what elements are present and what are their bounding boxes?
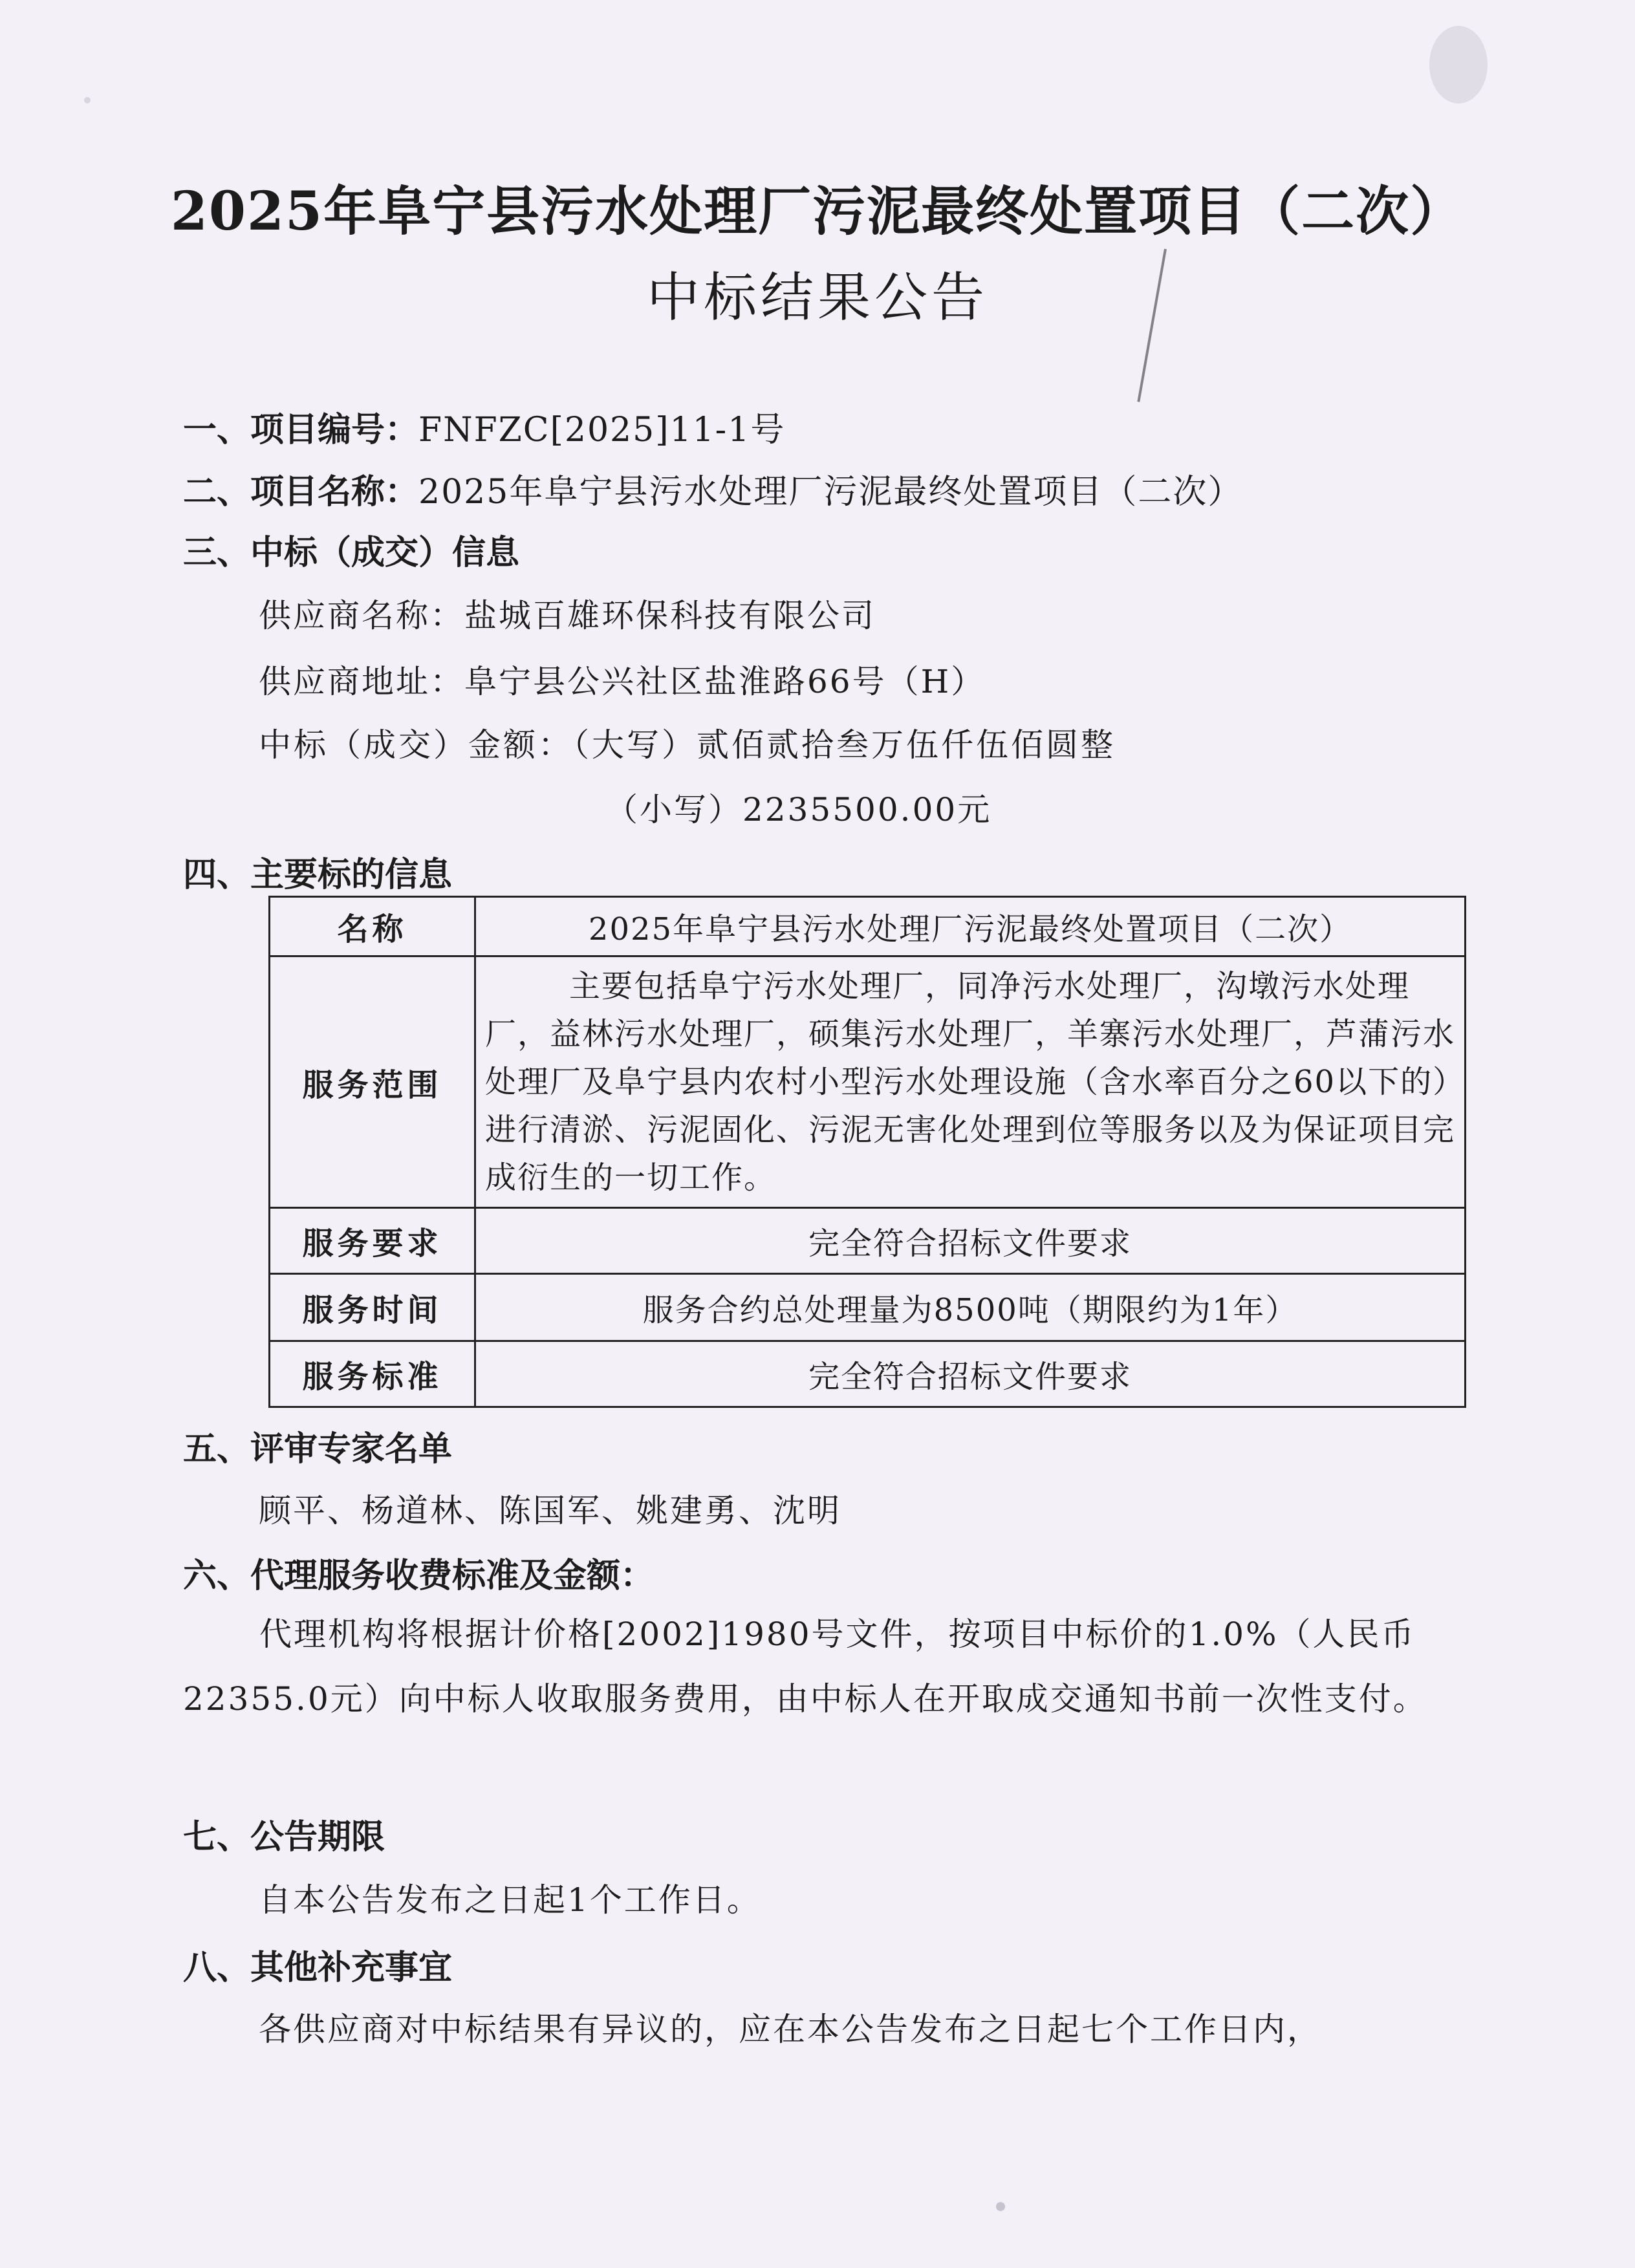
project-number-value: FNFZC[2025]11-1号: [418, 411, 786, 449]
section-main-subject-heading: 四、主要标的信息: [183, 855, 453, 894]
expert-list: 顾平、杨道林、陈国军、姚建勇、沈明: [259, 1492, 841, 1529]
award-amount-upper: 中标（成交）金额：（大写）贰佰贰拾叁万伍仟伍佰圆整: [259, 726, 1116, 764]
scan-dot: [996, 2202, 1005, 2211]
table-row: [270, 956, 1466, 1208]
table-value-cell: 服务合约总处理量为8500吨（期限约为1年）: [475, 1274, 1466, 1341]
table-value-cell: 完全符合招标文件要求: [475, 1208, 1466, 1274]
table-row: [270, 1341, 1466, 1407]
document-subtitle: 中标结果公告: [646, 267, 988, 329]
section-notice-period-heading: 七、公告期限: [183, 1817, 385, 1857]
main-subject-table: [268, 896, 1466, 1408]
section-agency-fee-heading: 六、代理服务收费标准及金额：: [183, 1556, 655, 1595]
table-label-cell: 服务标准: [270, 1341, 475, 1407]
section-project-number: [183, 402, 785, 451]
table-label-cell: 服务范围: [270, 956, 475, 1208]
agency-fee-paragraph: 代理机构将根据计价格[2002]1980号文件，按项目中标价的1.0%（人民币22355.0元）向中标人收取服务费用，由中标人在开取成交通知书前一次性支付。: [183, 1615, 1427, 1718]
notice-period-text: 自本公告发布之日起1个工作日。: [259, 1881, 761, 1919]
supplier-name: 供应商名称：盐城百雄环保科技有限公司: [259, 597, 876, 634]
table-row: [270, 897, 1466, 956]
table-value-cell: 完全符合招标文件要求: [475, 1341, 1466, 1407]
section-label: 二、项目名称：: [183, 472, 419, 512]
section-experts-heading: 五、评审专家名单: [183, 1429, 453, 1469]
section-project-name: [183, 464, 1242, 513]
table-label-cell: 服务要求: [270, 1208, 475, 1274]
table-row: [270, 1208, 1466, 1274]
table-label-cell: 名称: [270, 897, 475, 956]
scan-smudge: [1429, 26, 1488, 103]
award-amount-lower: （小写）2235500.00元: [605, 791, 992, 828]
document-title: 2025年阜宁县污水处理厂污泥最终处置项目（二次）: [170, 180, 1465, 243]
section-award-info-heading: 三、中标（成交）信息: [183, 533, 520, 572]
section-label: 一、项目编号：: [183, 410, 419, 449]
section-other-matters-heading: 八、其他补充事宜: [183, 1948, 453, 1987]
table-label-cell: 服务时间: [270, 1274, 475, 1341]
scan-dot: [84, 97, 91, 103]
table-value-cell: 主要包括阜宁污水处理厂，同净污水处理厂，沟墩污水处理厂，益林污水处理厂，硕集污水处理厂，羊寨污水处理厂，芦蒲污水处理厂及阜宁县内农村小型污水处理设施（含水率百分之60以下的）进行清淤、污泥固化、污泥无害化处理到位等服务以及为保证项目完成衍生的一切工作。: [475, 956, 1466, 1208]
other-matters-text: 各供应商对中标结果有异议的，应在本公告发布之日起七个工作日内，: [259, 2011, 1321, 2048]
project-name-value: 2025年阜宁县污水处理厂污泥最终处置项目（二次）: [418, 473, 1243, 512]
table-value-cell: 2025年阜宁县污水处理厂污泥最终处置项目（二次）: [475, 897, 1466, 956]
table-row: [270, 1274, 1466, 1341]
supplier-address: 供应商地址：阜宁县公兴社区盐淮路66号（H）: [259, 663, 986, 700]
